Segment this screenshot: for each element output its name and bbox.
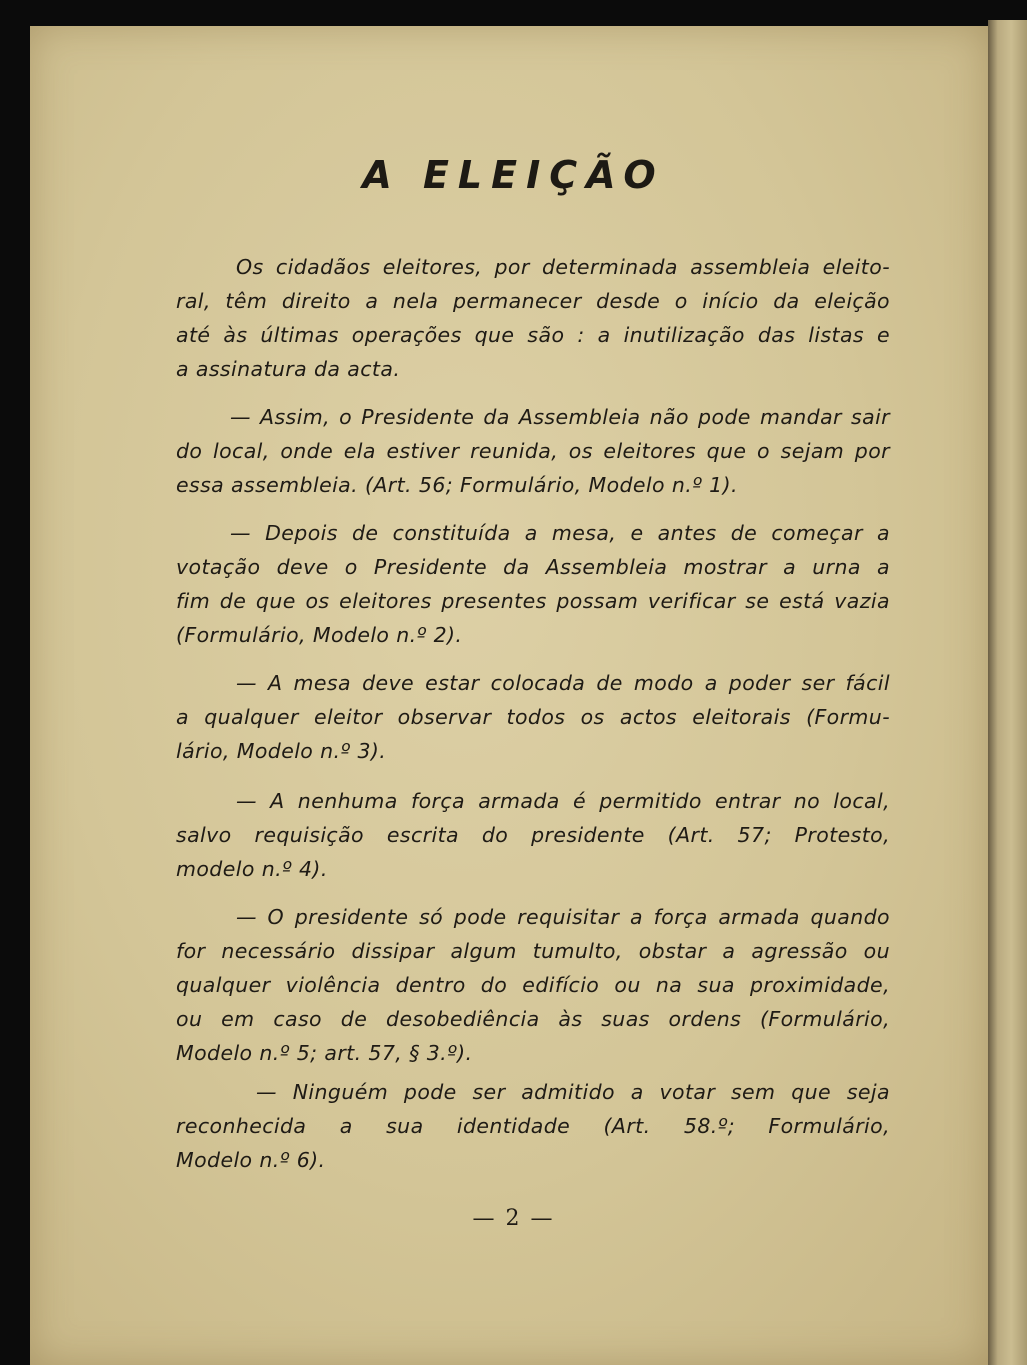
paragraph-2 [176, 400, 890, 502]
paragraph-1 [176, 250, 890, 386]
paragraph-7 [176, 1075, 890, 1177]
paragraph-line: — Depois de constituída a mesa, e antes de começar a [230, 521, 890, 545]
paragraph-line: Modelo n.º 6). [176, 1148, 326, 1172]
paragraph-line: Os cidadãos eleitores, por determinada assembleia eleito- [236, 255, 890, 279]
paragraph-line: ou em caso de desobediência às suas ordens (Formulário, [176, 1007, 890, 1031]
paragraph-line: for necessário dissipar algum tumulto, obstar a agressão ou [176, 939, 890, 963]
paragraph-line: até às últimas operações que são : a inutilização das listas e [176, 323, 890, 347]
paragraph-line: essa assembleia. (Art. 56; Formulário, Modelo n.º 1). [176, 473, 738, 497]
paragraph-line: modelo n.º 4). [176, 857, 328, 881]
paragraph-line: salvo requisição escrita do presidente (Art. 57; Protesto, [176, 823, 890, 847]
paragraph-line: — Ninguém pode ser admitido a votar sem que seja [256, 1080, 890, 1104]
paragraph-3 [176, 516, 890, 652]
paragraph-line: — A nenhuma força armada é permitido entrar no local, [236, 789, 890, 813]
paragraph-line: qualquer violência dentro do edifício ou na sua proximidade, [176, 973, 890, 997]
page-title: A ELEIÇÃO [362, 153, 665, 198]
paragraph-line: (Formulário, Modelo n.º 2). [176, 623, 463, 647]
paragraph-line: — A mesa deve estar colocada de modo a poder ser fácil [236, 671, 890, 695]
paragraph-line: reconhecida a sua identidade (Art. 58.º; Formulário, [176, 1114, 890, 1138]
paragraph-line: a assinatura da acta. [176, 357, 401, 381]
paragraph-line: Modelo n.º 5; art. 57, § 3.º). [176, 1041, 473, 1065]
paragraph-line: votação deve o Presidente da Assembleia mostrar a urna a [176, 555, 890, 579]
paragraph-line: — Assim, o Presidente da Assembleia não pode mandar sair [230, 405, 890, 429]
paragraph-5 [176, 784, 890, 886]
paragraph-4 [176, 666, 890, 768]
paragraph-line: do local, onde ela estiver reunida, os eleitores que o sejam por [176, 439, 890, 463]
page-edge [988, 20, 1027, 1365]
paragraph-line: lário, Modelo n.º 3). [176, 739, 387, 763]
paragraph-6 [176, 900, 890, 1070]
paragraph-line: — O presidente só pode requisitar a força armada quando [236, 905, 890, 929]
page-number: — 2 — [472, 1206, 555, 1231]
paragraph-line: ral, têm direito a nela permanecer desde o início da eleição [176, 289, 890, 313]
paragraph-line: a qualquer eleitor observar todos os actos eleitorais (Formu- [176, 705, 890, 729]
paragraph-line: fim de que os eleitores presentes possam verificar se está vazia [176, 589, 890, 613]
